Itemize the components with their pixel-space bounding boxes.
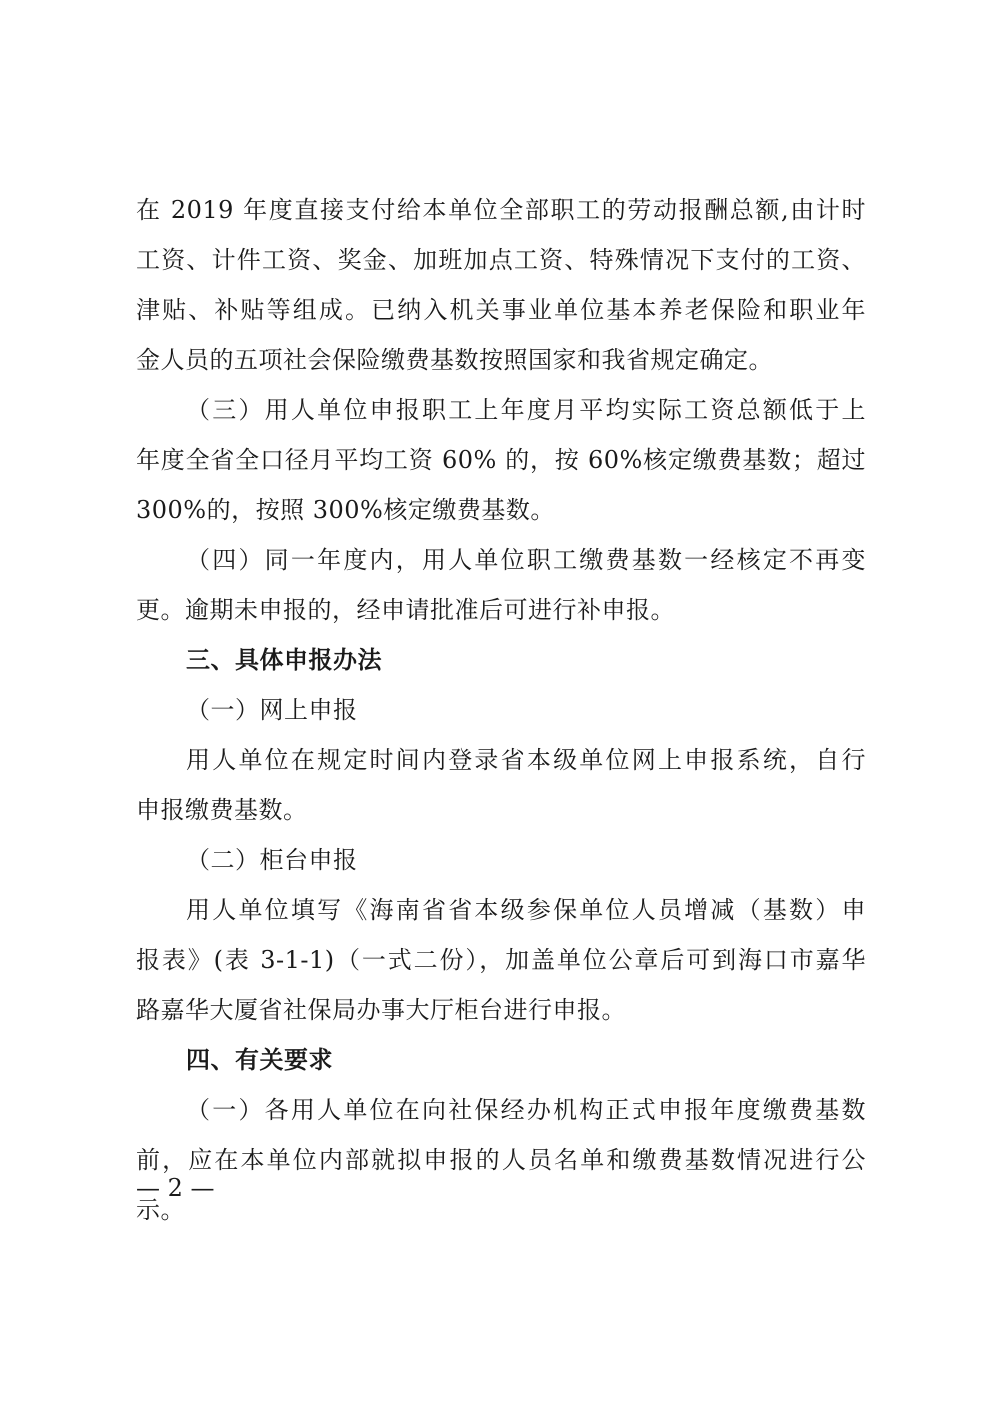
subsection-title: （一）网上申报 (186, 696, 358, 724)
text-line: 路嘉华大厦省社保局办事大厅柜台进行申报。 (136, 996, 626, 1024)
text-line: （三）用人单位申报职工上年度月平均实际工资总额低于上 (186, 396, 866, 424)
text-line: 工资、计件工资、奖金、加班加点工资、特殊情况下支付的工资、 (136, 246, 866, 274)
section-heading: 三、具体申报办法 (186, 646, 382, 674)
text-line: 用人单位在规定时间内登录省本级单位网上申报系统，自行 (186, 746, 866, 774)
subsection-title: （二）柜台申报 (186, 846, 358, 874)
text-line: 年度全省全口径月平均工资 60% 的，按 60%核定缴费基数；超过 (136, 446, 866, 474)
page-number: — 2 — (136, 1174, 215, 1202)
section-heading: 四、有关要求 (186, 1046, 333, 1074)
text-line: 用人单位填写《海南省省本级参保单位人员增减（基数）申 (186, 896, 866, 924)
text-line: 更。逾期未申报的，经申请批准后可进行补申报。 (136, 596, 675, 624)
text-line: 前，应在本单位内部就拟申报的人员名单和缴费基数情况进行公 (136, 1146, 866, 1174)
text-line: 示。 (136, 1196, 185, 1224)
text-line: 津贴、补贴等组成。已纳入机关事业单位基本养老保险和职业年 (136, 296, 866, 324)
document-body (136, 185, 866, 1235)
text-line: 报表》(表 3-1-1)（一式二份），加盖单位公章后可到海口市嘉华 (136, 946, 866, 974)
text-line: 300%的，按照 300%核定缴费基数。 (136, 496, 555, 524)
text-line: （一）各用人单位在向社保经办机构正式申报年度缴费基数 (186, 1096, 866, 1124)
text-line: （四）同一年度内，用人单位职工缴费基数一经核定不再变 (186, 546, 866, 574)
text-line: 金人员的五项社会保险缴费基数按照国家和我省规定确定。 (136, 346, 773, 374)
text-line: 申报缴费基数。 (136, 796, 308, 824)
text-line: 在 2019 年度直接支付给本单位全部职工的劳动报酬总额,由计时 (136, 196, 866, 224)
